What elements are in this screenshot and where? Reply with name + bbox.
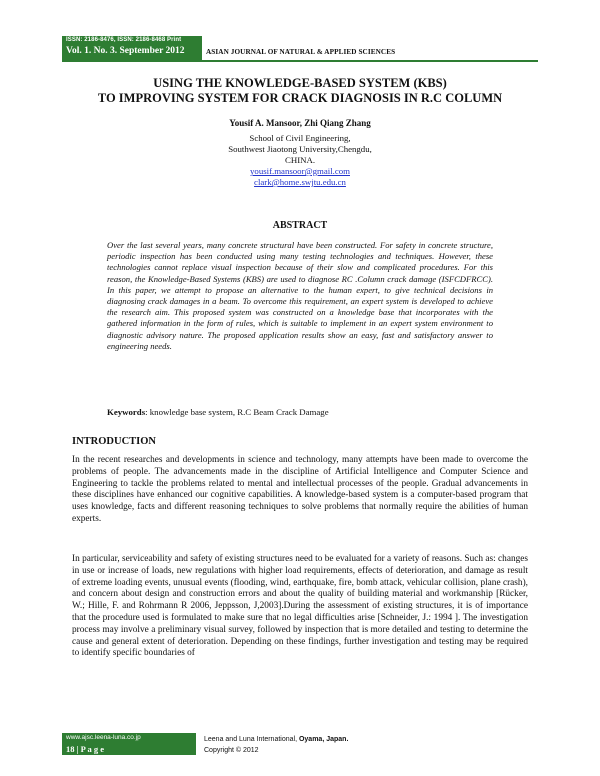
affiliation-line-1: School of Civil Engineering, [249,133,351,143]
abstract-text: Over the last several years, many concrete structural have been constructed. For safety in concrete structure, periodic inspection has been conducted using many testing technologies and techniques. However, these technologies cannot replace visual inspection because of their slow and complicated procedures. For this reason, the Knowledge-Based Systems (KBS) are used to diagnose RC .Column crack damage (ISFCDFRCC). In this paper, we attempt to propose an alternative to the human expert, to give technical decisions in diagnosing crack damages in a beam. To overcome this requirement, an expert system is developed to achieve the research aim. This proposed system was constructed on a knowledge base that incorporates with the gathered information in the form of rules, which is suitable to implement in an expert system environment to diagnostic advisory nature. The proposed application results show an easy, fast and satisfactory answer to engineering needs. [107,240,493,351]
publisher-prefix: Leena and Luna International, [204,736,299,743]
copyright: Copyright © 2012 [204,747,259,754]
page-number: 18 | P a g e [66,744,104,754]
introduction-heading: INTRODUCTION [72,436,157,447]
journal-name: ASIAN JOURNAL OF NATURAL & APPLIED SCIENCES [206,48,396,56]
publisher-location: Oyama, Japan. [298,736,349,743]
keywords-label: Keywords [107,407,146,417]
intro-paragraph-2: In particular, serviceability and safety of existing structures need to be evaluated for a variety of reasons. Such as: changes in use or increase of loads, new regulations with higher load requirements, effects of deterioration, and damage as result of extreme loading events, unusual events (flooding, wind, earthquake, fire, bomb attack, vehicular collision, plane crash), and concern about design and construction errors and about the quality of building material and workmanship [Rücker, W.; Hille, F. and Rohrmann R 2006, Jeppsson, J,2003].During the assessment of existing structures, it is of importance that the procedure used is formulated to make sure that no legal difficulties arise [Schneider, J.: 1994 ]. The investigation process may involve a preliminary visual survey, followed by inspection that is more detailed and testing to determine the cause and general extent of deterioration. Depending on these findings, further investigation and testing may be required to identify specific boundaries of [72,554,528,659]
keywords [107,407,493,417]
keywords-text: : knowledge base system, R.C Beam Crack Damage [145,407,329,417]
affiliation [62,133,538,188]
footer-url[interactable]: www.ajsc.leena-luna.co.jp [66,734,141,741]
issn-text: ISSN: 2186-8476, ISSN: 2186-8468 Print [66,37,182,43]
title-line-1: USING THE KNOWLEDGE-BASED SYSTEM (KBS) [153,76,447,90]
header-rule [62,60,538,62]
journal-badge [62,36,202,60]
email-link-1[interactable]: yousif.mansoor@gmail.com [250,166,350,176]
footer-badge [62,733,196,755]
footer-publisher [204,734,348,756]
email-link-2[interactable]: clark@home.swjtu.edu.cn [254,177,346,187]
affiliation-line-2: Southwest Jiaotong University,Chengdu, [228,144,372,154]
affiliation-line-3: CHINA. [284,155,316,165]
intro-paragraph-1: In the recent researches and developments in science and technology, many attempts have been made to overcome the problems of people. The advancements made in the discipline of Artificial Intelligence and Computer Science and Engineering to tackle the problems related to mental and intellectual processes of the people. Gradual advancements in these disciplines have enhanced our cognitive capabilities. A knowledge-based system is a computer-based program that uses knowledge, facts and different reasoning techniques to solve problems that normally require the abilities of human experts. [72,455,528,524]
title-line-2: TO IMPROVING SYSTEM FOR CRACK DIAGNOSIS IN R.C COLUMN [97,91,503,105]
abstract-heading: ABSTRACT [272,220,328,231]
authors: Yousif A. Mansoor, Zhi Qiang Zhang [229,118,371,128]
paper-title [62,76,538,106]
volume-text: Vol. 1. No. 3. September 2012 [66,46,185,56]
publisher-line [204,734,348,745]
